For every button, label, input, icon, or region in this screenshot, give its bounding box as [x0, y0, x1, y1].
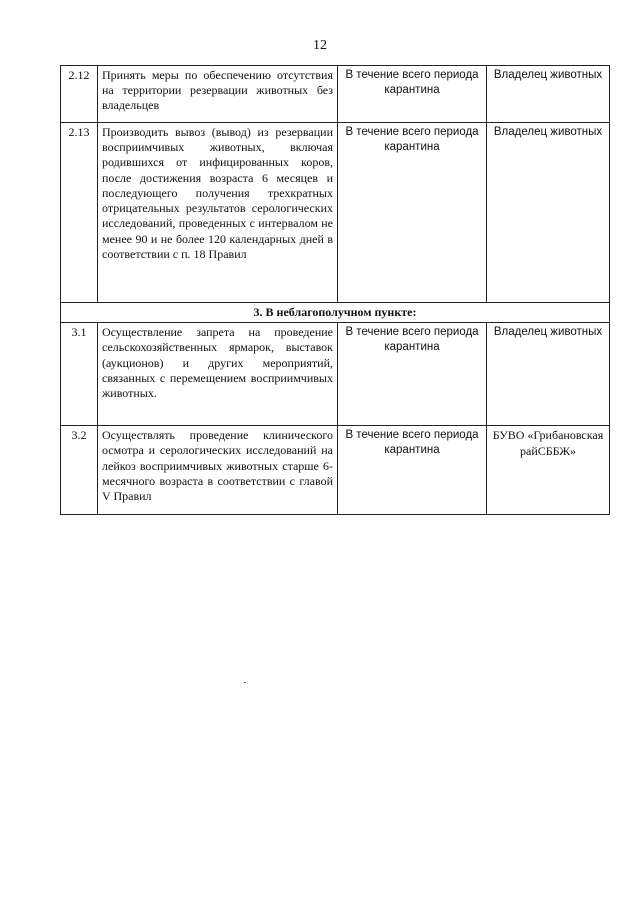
measure-text: Производить вывоз (вывод) из резервации восприимчивых животных, включая родившихся от инфицированных коров, после достижения возраста 6 месяцев и последующего получения трехкратных отрицательных результатов серологических исследований, проведенных с интервалом не менее 90 и не более 120 календарных дней в соответствии с п. 18 Правил [98, 123, 338, 303]
term-text: В течение всего периода карантина [338, 323, 487, 426]
section-header-row [61, 303, 610, 323]
measure-text: Осуществлять проведение клинического осмотра и серологических исследований на лейкоз восприимчивых животных старше 6-месячного возраста в соответствии с главой V Правил [98, 426, 338, 515]
responsible-text: Владелец животных [487, 123, 610, 303]
term-text: В течение всего периода карантина [338, 426, 487, 515]
measure-text: Принять меры по обеспечению отсутствия на территории резервации животных без владельцев [98, 66, 338, 123]
row-number: 3.2 [61, 426, 98, 515]
scan-speck [244, 682, 246, 683]
section-title: 3. В неблагополучном пункте: [61, 303, 610, 323]
responsible-text: Владелец животных [487, 323, 610, 426]
responsible-text: Владелец животных [487, 66, 610, 123]
row-number: 3.1 [61, 323, 98, 426]
measure-text: Осуществление запрета на проведение сельскохозяйственных ярмарок, выставок (аукционов) и других мероприятий, связанных с перемещением восприимчивых животных. [98, 323, 338, 426]
term-text: В течение всего периода карантина [338, 66, 487, 123]
page-number: 12 [313, 38, 327, 53]
row-number: 2.12 [61, 66, 98, 123]
table-row [61, 66, 610, 123]
quarantine-measures-table [60, 65, 610, 515]
table-row [61, 323, 610, 426]
table-row [61, 123, 610, 303]
responsible-text: БУВО «Грибановская райСББЖ» [487, 426, 610, 515]
term-text: В течение всего периода карантина [338, 123, 487, 303]
row-number: 2.13 [61, 123, 98, 303]
table-row [61, 426, 610, 515]
